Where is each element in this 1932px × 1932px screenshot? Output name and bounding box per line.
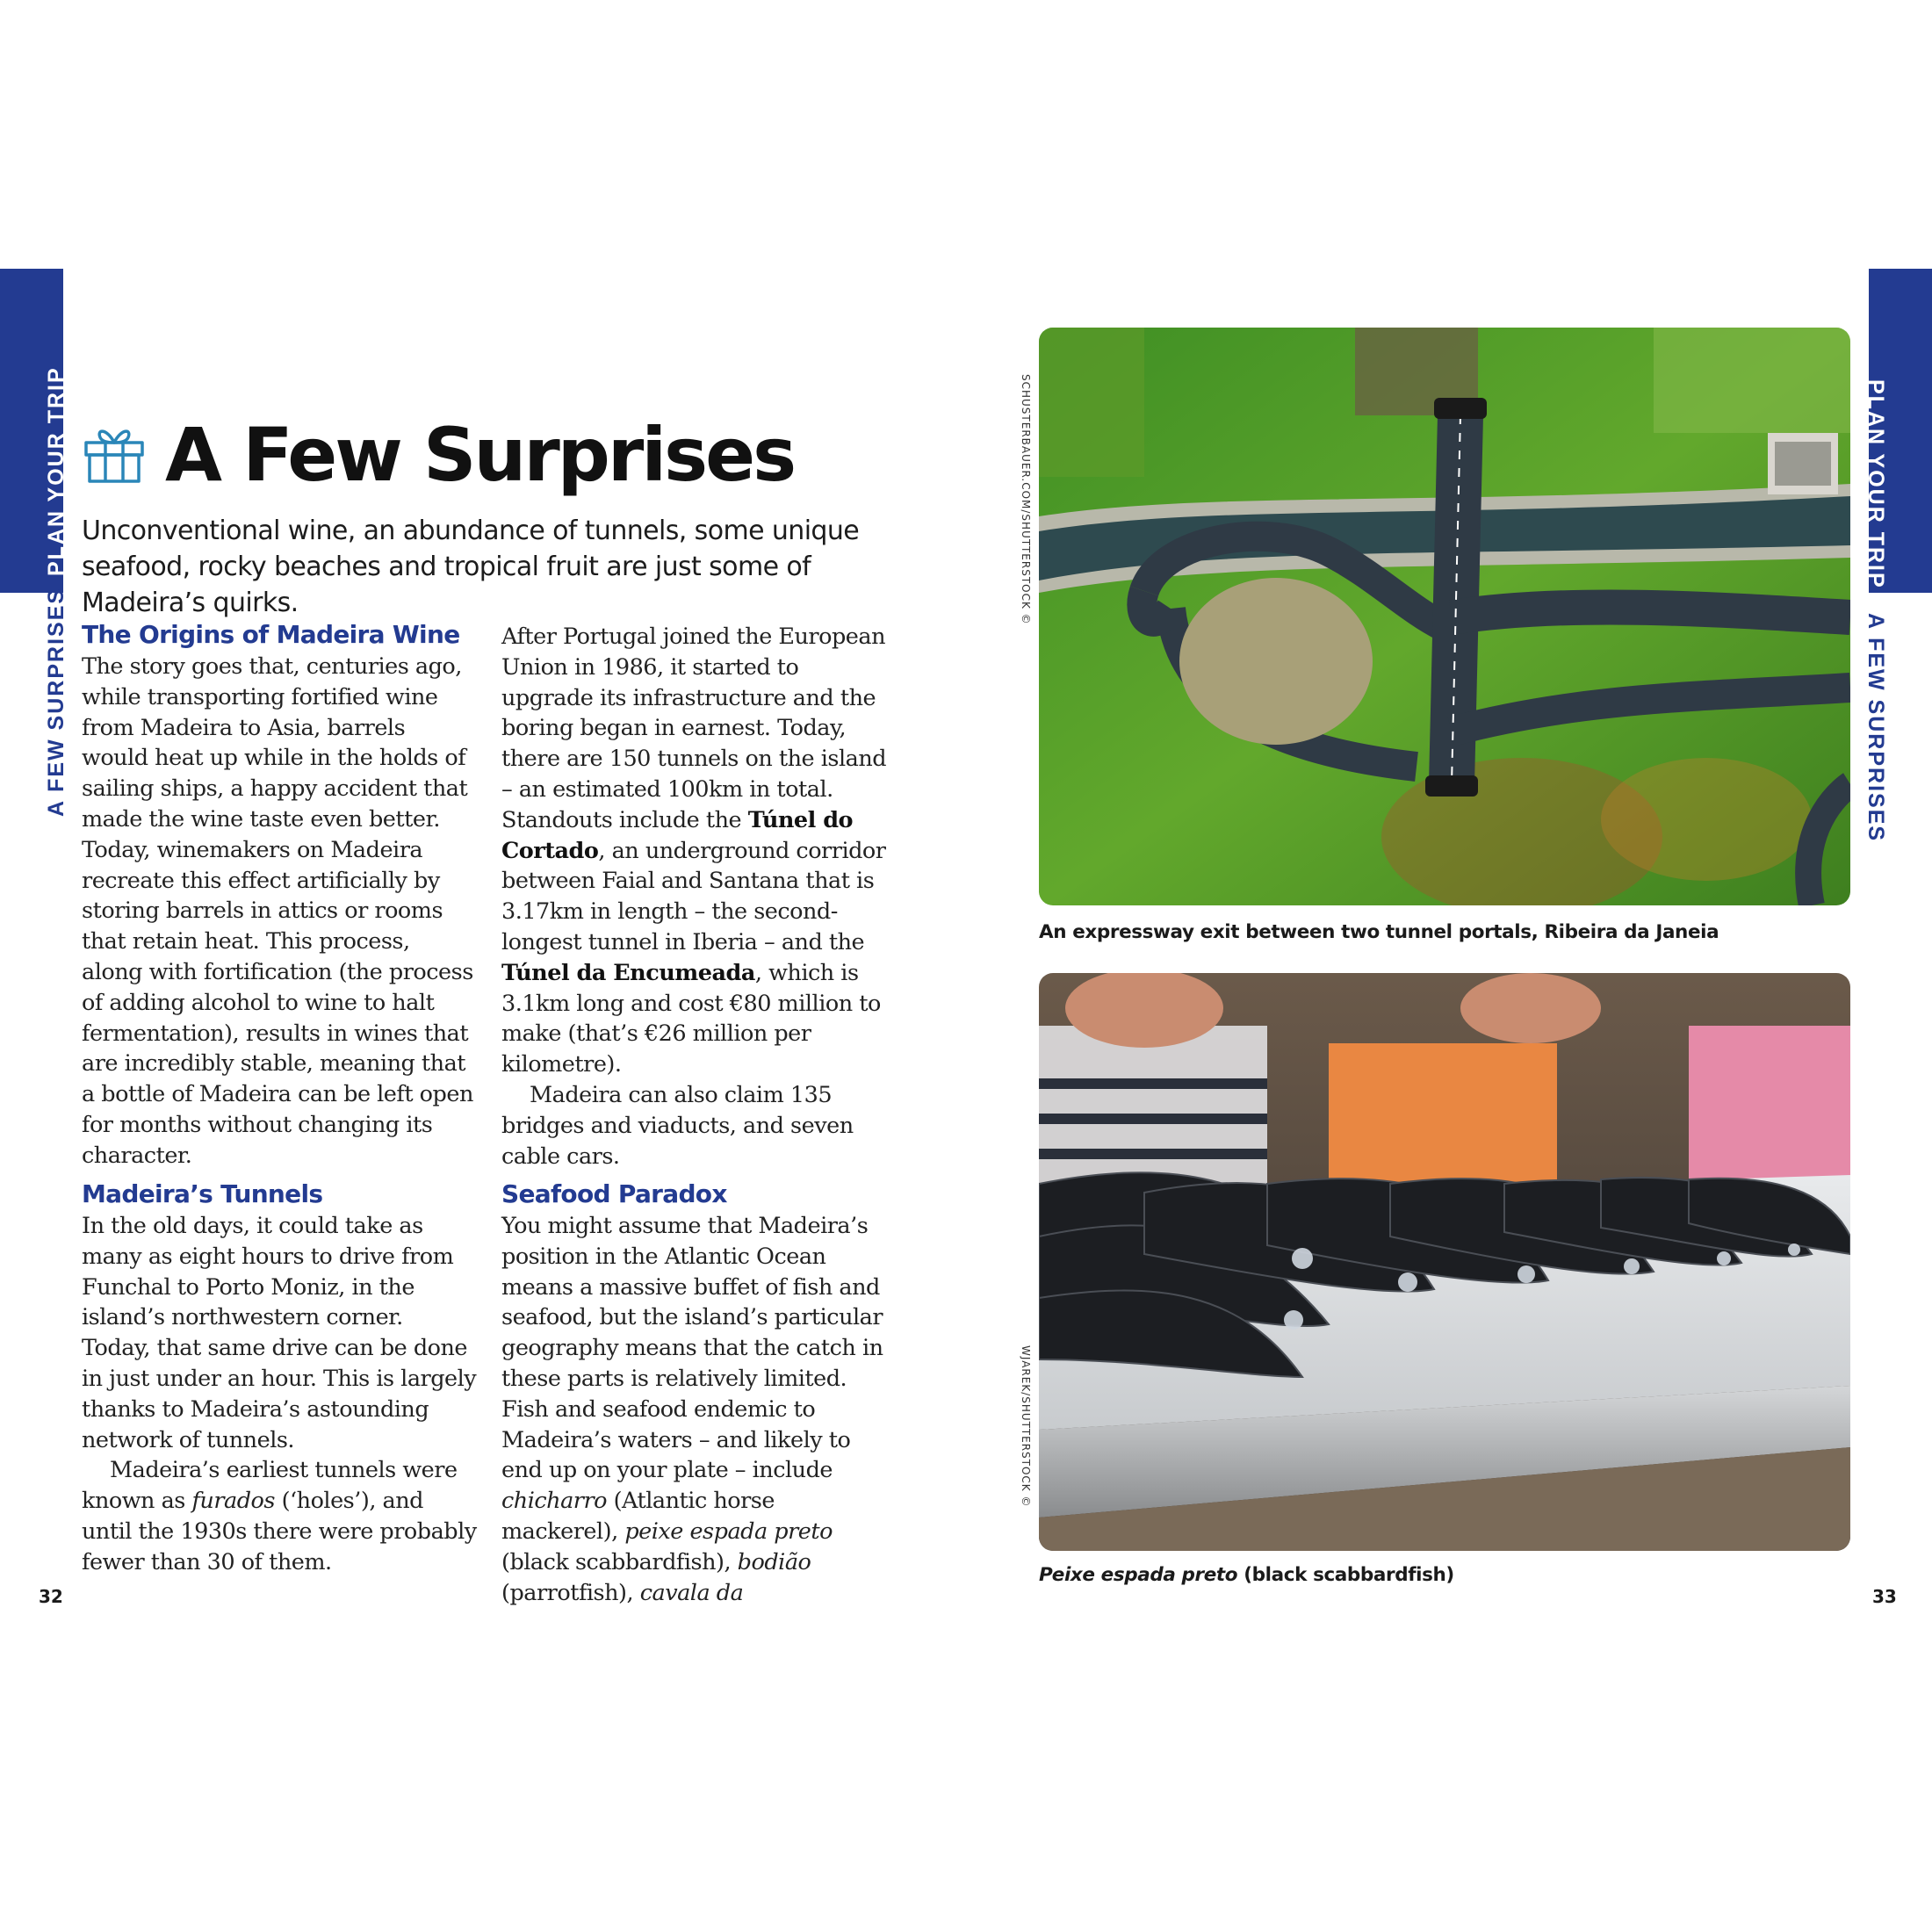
section-heading-tunnels: Madeira’s Tunnels [82,1179,323,1208]
intro-text: Unconventional wine, an abundance of tunnels, some unique seafood, rocky beaches and tropical fruit are just some of Madeira’s quirks. [82,515,860,618]
section-heading-seafood: Seafood Paradox [501,1179,727,1208]
page-number-left: 32 [39,1586,63,1607]
section-heading-wine: The Origins of Madeira Wine [82,620,460,649]
side-tab-label-right: PLAN YOUR TRIP [1864,379,1888,589]
caption-bottom: Peixe espada preto (black scabbardfish) [1039,1564,1454,1586]
section-label-right: A FEW SURPRISES [1864,613,1888,843]
tunnels-paragraph-2: Madeira’s earliest tunnels were known as furados (‘holes’), and until the 1930s there were probably fewer than 30 of them. [82,1457,477,1575]
seafood-paragraph: You might assume that Madeira’s position in the Atlantic Ocean means a massive buffet of fish and seafood, but the island’s particular geography means that the catch in these parts is relatively limited. Fish and seafood endemic to Madeira’s waters – and likely to end up on your plate – include chicharro (Atlantic horse mackerel), peixe espada preto (black scabbardfish), bodião (parrotfish), cavala da [501,1213,883,1606]
section-label-left: A FEW SURPRISES [44,587,68,817]
bridges-paragraph: Madeira can also claim 135 bridges and viaducts, and seven cable cars. [501,1081,854,1170]
tunel-do-cortado: Túnel do Cortado [501,806,854,864]
column-2-lower [501,1178,897,1608]
caption-italic-term: Peixe espada preto [1039,1564,1238,1586]
furados-term: furados [191,1488,275,1515]
gift-icon [81,422,148,483]
tunel-da-encumeada: Túnel da Encumeada [501,959,755,986]
photo-scabbardfish [1039,973,1850,1551]
caption-top: An expressway exit between two tunnel portals, Ribeira da Janeia [1039,921,1719,943]
photo-credit-top: SCHUSTERBAUER.COM/SHUTTERSTOCK © [1020,374,1032,625]
column-1 [82,618,477,1171]
column-1-lower [82,1178,477,1578]
photo-expressway [1039,328,1850,905]
photo-credit-bottom: WJAREK/SHUTTERSTOCK © [1020,1345,1032,1508]
page-title: A Few Surprises [165,412,795,498]
page-number-right: 33 [1872,1586,1897,1607]
tunnels-paragraph-1: In the old days, it could take as many as eight hours to drive from Funchal to Porto Moniz, in the island’s northwestern corner. Today, that same drive can be done in just under an hour. This is largely thanks to Madeira’s astounding network of tunnels. [82,1213,477,1453]
side-tab-label-left: PLAN YOUR TRIP [44,366,68,576]
wine-paragraph: The story goes that, centuries ago, while transporting fortified wine from Madeira to Asia, barrels would heat up while in the holds of sailing ships, a happy accident that made the wine taste even better. Today, winemakers on Madeira recreate this effect artificially by storing barrels in attics or rooms that retain heat. This process, along with fortification (the process of adding alcohol to wine to halt fermentation), results in wines that are incredibly stable, meaning that a bottle of Madeira can be left open for months without changing its character. [82,653,473,1169]
column-2 [501,622,897,1171]
tunnels-continued-paragraph: After Portugal joined the European Union in 1986, it started to upgrade its infrastructure and the boring began in earnest. Today, there are 150 tunnels on the island – an estimated 100km in total. Standouts include the Túnel do Cortado, an underground corridor between Faial and Santana that is 3.17km in length – the second-longest tunnel in Iberia – and the Túnel da Encumeada, which is 3.1km long and cost €80 million to make (that’s €26 million per kilometre). [501,624,887,1078]
